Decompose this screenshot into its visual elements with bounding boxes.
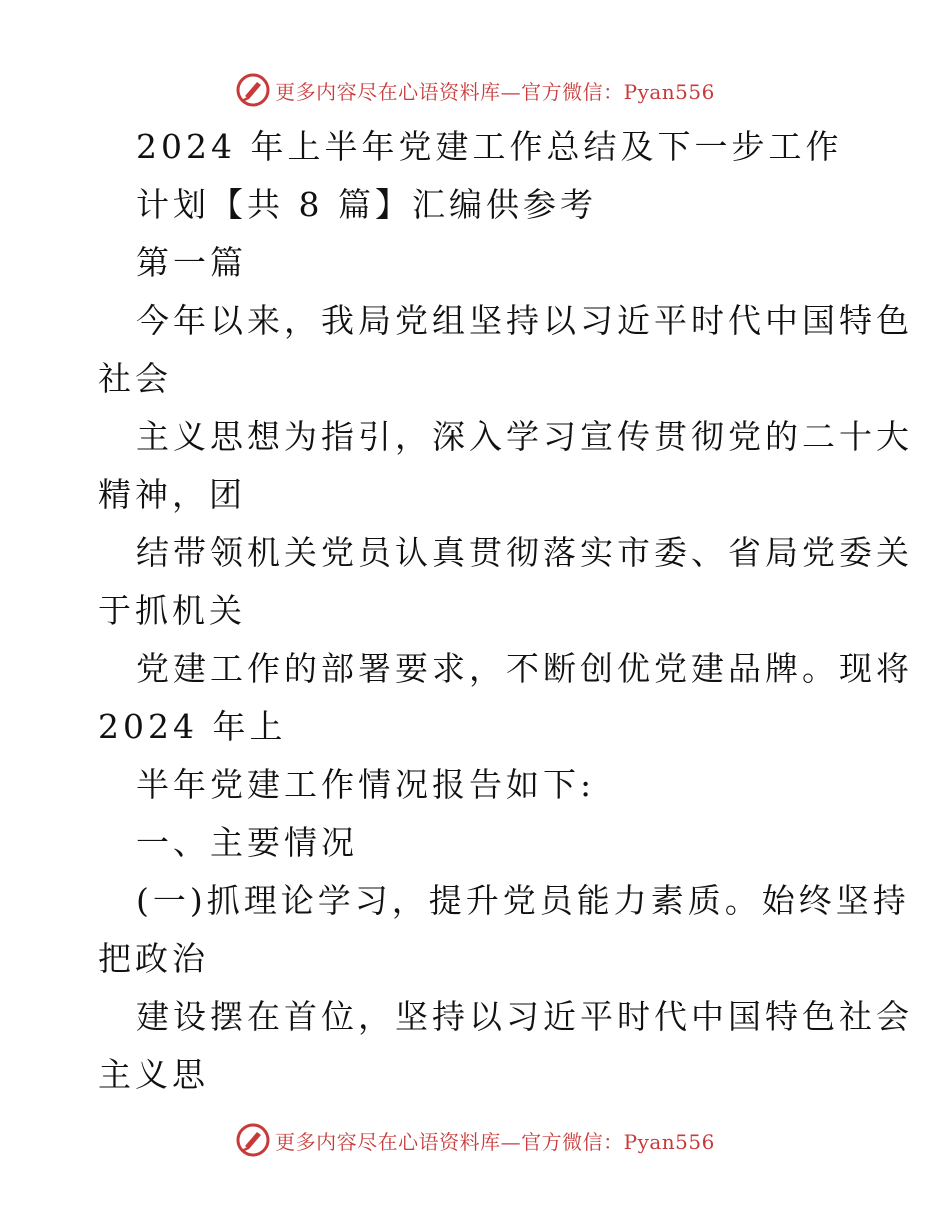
- paragraph-line: 主义思: [98, 1055, 209, 1094]
- watermark-footer: [0, 1120, 950, 1160]
- paragraph-line: 于抓机关: [98, 591, 246, 630]
- paragraph-line: 主义思想为指引，深入学习宣传贯彻党的二十大: [136, 417, 913, 456]
- paragraph-line: 把政治: [98, 939, 209, 978]
- watermark-text: 更多内容尽在心语资料库—官方微信：Pyan556: [275, 79, 715, 104]
- paragraph-line: 建设摆在首位，坚持以习近平时代中国特色社会: [136, 997, 913, 1036]
- paragraph-line: 党建工作的部署要求，不断创优党建品牌。现将: [136, 649, 913, 688]
- watermark-text: 更多内容尽在心语资料库—官方微信：Pyan556: [275, 1129, 715, 1154]
- paragraph-line: 半年党建工作情况报告如下:: [136, 765, 596, 804]
- paragraph-line: 今年以来，我局党组坚持以习近平时代中国特色: [136, 301, 913, 340]
- paragraph-line: 精神，团: [98, 475, 246, 514]
- section-heading: 第一篇: [136, 243, 247, 282]
- document-body: [0, 118, 950, 1104]
- subheading-line: 一、主要情况: [136, 823, 358, 862]
- brush-logo-icon: [235, 1122, 271, 1158]
- paragraph-line: 结带领机关党员认真贯彻落实市委、省局党委关: [136, 533, 913, 572]
- paragraph-line: (一)抓理论学习，提升党员能力素质。始终坚持: [136, 881, 910, 920]
- watermark-header: [0, 70, 950, 110]
- paragraph-line: 2024 年上: [98, 707, 287, 746]
- doc-title-line-2: 计划【共 8 篇】汇编供参考: [136, 185, 597, 224]
- doc-title-line-1: 2024 年上半年党建工作总结及下一步工作: [136, 127, 843, 166]
- brush-logo-icon: [235, 72, 271, 108]
- paragraph-line: 社会: [98, 359, 172, 398]
